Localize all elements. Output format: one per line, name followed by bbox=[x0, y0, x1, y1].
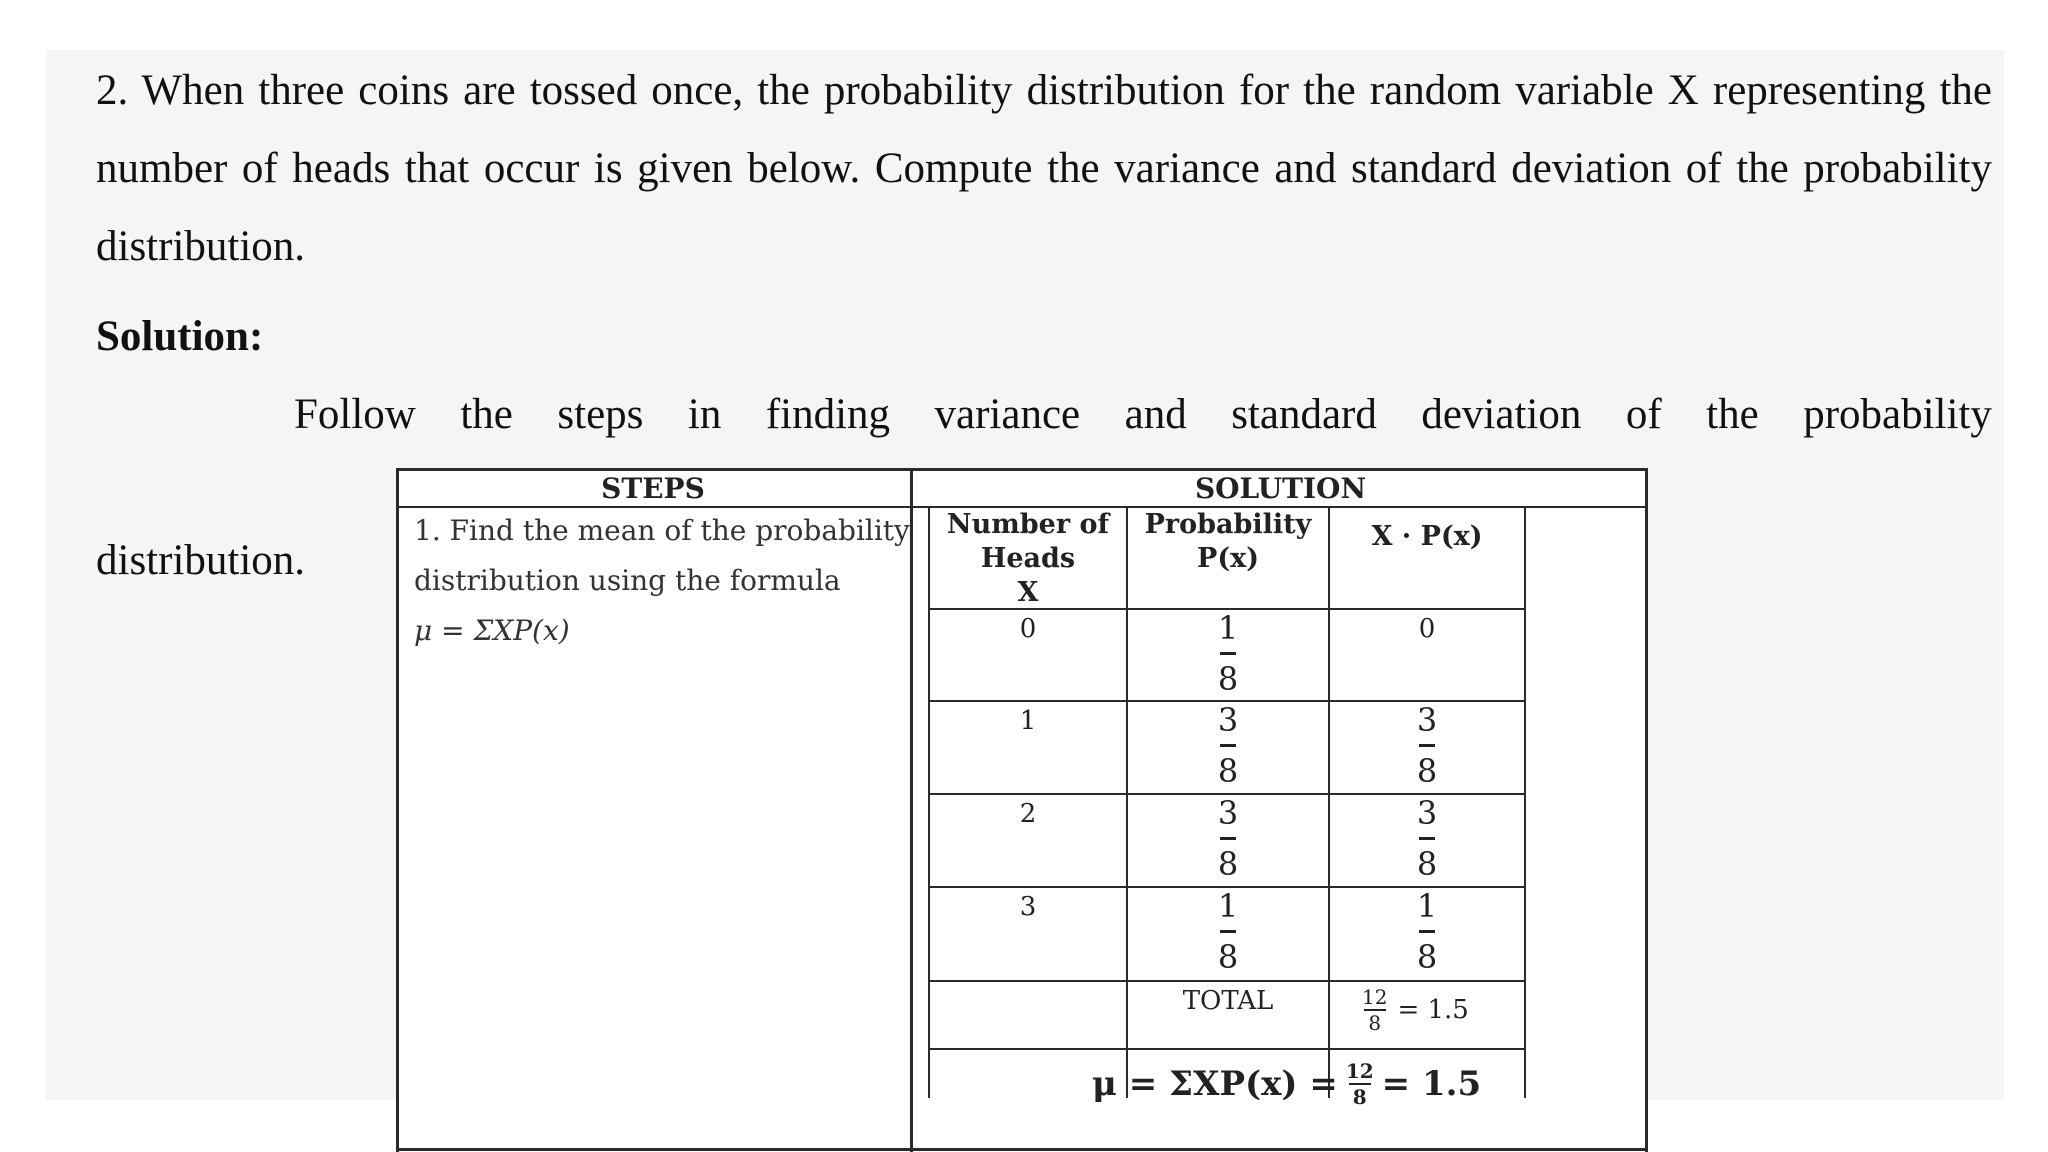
fraction-bar bbox=[1220, 652, 1236, 655]
inner-row-divider bbox=[928, 980, 1526, 982]
fraction-numerator: 12 bbox=[1362, 985, 1388, 1009]
fraction-denominator: 8 bbox=[1368, 1011, 1382, 1035]
table-border-bottom bbox=[396, 1148, 1648, 1151]
step-1-line: distribution using the formula bbox=[414, 564, 841, 597]
formula-fraction bbox=[1346, 1060, 1374, 1108]
fraction-numerator: 3 bbox=[1416, 701, 1438, 739]
col-header-xp: X · P(x) bbox=[1371, 521, 1483, 552]
fraction-bar bbox=[1220, 744, 1236, 747]
col-header-x bbox=[930, 508, 1126, 610]
cell-probability bbox=[1128, 795, 1328, 882]
instruction-line bbox=[96, 376, 1992, 454]
instruction-word: variance bbox=[934, 391, 1081, 438]
instruction-word: finding bbox=[765, 391, 891, 438]
col-header-line: Number of bbox=[946, 509, 1110, 540]
cell-probability bbox=[1128, 610, 1328, 697]
fraction-numerator: 1 bbox=[1416, 887, 1438, 925]
total-fraction bbox=[1362, 986, 1387, 1034]
fraction-bar bbox=[1220, 837, 1236, 840]
fraction-numerator: 1 bbox=[1217, 887, 1239, 925]
fraction-numerator: 3 bbox=[1217, 701, 1239, 739]
instruction-word: Follow bbox=[294, 391, 416, 438]
instruction-word: standard bbox=[1231, 391, 1377, 438]
fraction-bar bbox=[1419, 744, 1435, 747]
col-header-line: Probability bbox=[1144, 509, 1312, 540]
solution-heading: Solution: bbox=[96, 313, 264, 360]
instruction-word: of bbox=[1625, 391, 1662, 438]
total-value bbox=[1362, 986, 1469, 1034]
total-result: = 1.5 bbox=[1397, 995, 1469, 1025]
fraction-numerator: 12 bbox=[1345, 1059, 1374, 1083]
cell-x: 0 bbox=[1019, 614, 1037, 644]
cell-probability bbox=[1128, 702, 1328, 789]
total-label: TOTAL bbox=[1182, 986, 1274, 1016]
inner-border-bottom bbox=[928, 1048, 1526, 1050]
fraction-denominator: 8 bbox=[1217, 845, 1239, 883]
fraction-bar bbox=[1419, 930, 1435, 933]
cell-x: 2 bbox=[1019, 799, 1037, 829]
col-header-line: Heads bbox=[980, 543, 1076, 574]
cell-xp bbox=[1330, 702, 1524, 789]
solution-table-image bbox=[396, 468, 1648, 1152]
solution-header: SOLUTION bbox=[1194, 472, 1367, 505]
step-1-text bbox=[414, 506, 910, 656]
fraction-denominator: 8 bbox=[1217, 660, 1239, 698]
instruction-word: the bbox=[1706, 391, 1759, 438]
fraction-bar bbox=[1220, 930, 1236, 933]
fraction-denominator: 8 bbox=[1416, 845, 1438, 883]
fraction-denominator: 8 bbox=[1217, 938, 1239, 976]
cell-xp: 0 bbox=[1418, 614, 1436, 644]
instruction-word: and bbox=[1124, 391, 1187, 438]
fraction-denominator: 8 bbox=[1217, 752, 1239, 790]
cell-x: 1 bbox=[1019, 706, 1037, 736]
mean-formula bbox=[1092, 1060, 1481, 1108]
steps-header: STEPS bbox=[601, 472, 705, 505]
instruction-word: the bbox=[460, 391, 513, 438]
table-border-left bbox=[396, 468, 399, 1152]
fraction-denominator: 8 bbox=[1416, 752, 1438, 790]
fraction-numerator: 3 bbox=[1416, 794, 1438, 832]
formula-rhs: = 1.5 bbox=[1381, 1064, 1482, 1104]
instruction-last-word: distribution. bbox=[96, 537, 306, 584]
cell-xp bbox=[1330, 795, 1524, 882]
col-header-probability bbox=[1128, 508, 1328, 576]
instruction-word: in bbox=[687, 391, 722, 438]
col-header-line: X bbox=[1017, 577, 1039, 608]
col-header-line: P(x) bbox=[1197, 543, 1259, 574]
instruction-word: probability bbox=[1803, 391, 1992, 438]
formula-lhs: μ = ΣXP(x) = bbox=[1092, 1064, 1338, 1104]
cell-xp bbox=[1330, 888, 1524, 975]
table-border-right bbox=[1645, 468, 1648, 1152]
cell-x: 3 bbox=[1019, 892, 1037, 922]
fraction-numerator: 3 bbox=[1217, 794, 1239, 832]
table-border-top bbox=[396, 468, 1648, 471]
step-1-formula: μ = ΣXP(x) bbox=[414, 614, 570, 647]
step-1-line: 1. Find the mean of the probability bbox=[414, 514, 910, 547]
fraction-denominator: 8 bbox=[1352, 1085, 1367, 1109]
fraction-numerator: 1 bbox=[1217, 609, 1239, 647]
fraction-denominator: 8 bbox=[1416, 938, 1438, 976]
question-text: 2. When three coins are tossed once, the probability distribution for the random variable X representing the number of heads that occur is given below. Compute the variance and standard deviation of the probability distribution. bbox=[96, 67, 1992, 270]
cell-probability bbox=[1128, 888, 1328, 975]
inner-border-right bbox=[1524, 508, 1526, 1098]
instruction-word: steps bbox=[557, 391, 644, 438]
column-divider bbox=[910, 468, 913, 1152]
instruction-word: deviation bbox=[1421, 391, 1582, 438]
fraction-bar bbox=[1419, 837, 1435, 840]
